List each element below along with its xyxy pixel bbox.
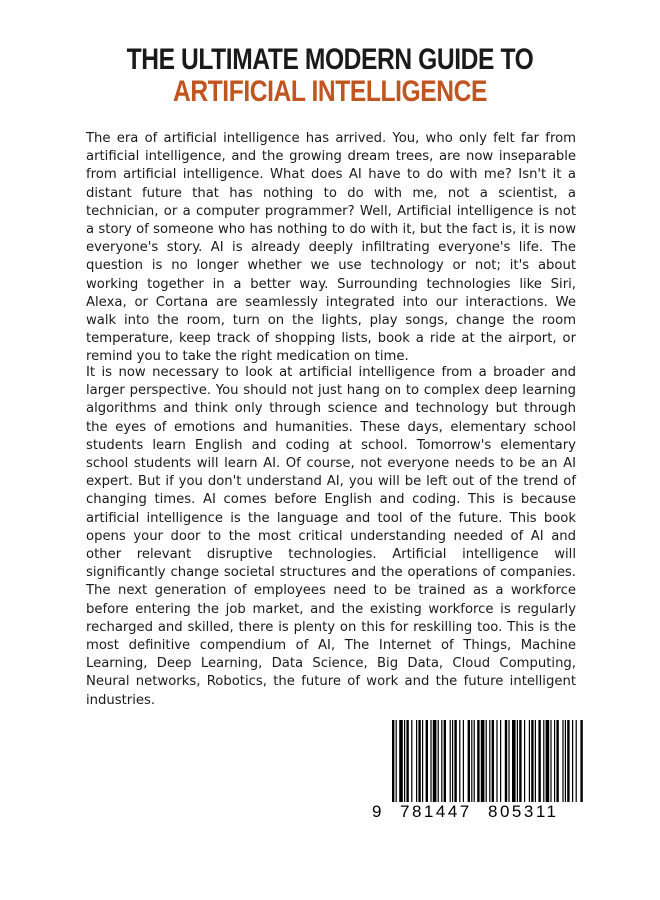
title-line-1: THE ULTIMATE MODERN GUIDE TO	[126, 43, 534, 76]
barcode-first-digit: 9	[372, 802, 384, 821]
barcode-bars	[370, 720, 585, 802]
paragraph-1: The era of artificial intelligence has arrived. You, who only felt far from artificial intelligence, and the growing dream trees, are now inseparable from artificial intelligence. What does AI have to do with me? Isn't it a distant future that has nothing to do with me, not a scientist, a technician, or a computer programmer? Well, Artificial intelligence is not a story of someone who has nothing to do with it, but the fact is, it is now everyone's story. AI is already deeply infiltrating everyone's life. The question is no longer whether we use technology or not; it's about working together in a better way. Surrounding technologies like Siri, Alexa, or Cortana are seamlessly integrated into our interactions. We walk into the room, turn on the lights, play songs, change the room temperature, keep track of shopping lists, book a ride at the airport, or remind you to take the right medication on time.	[86, 131, 576, 365]
title-block	[0, 44, 660, 108]
barcode	[370, 720, 585, 825]
title-line-2: ARTIFICIAL INTELLIGENCE	[172, 75, 488, 108]
barcode-left-group: 781447	[400, 802, 472, 821]
paragraph-2: It is now necessary to look at artificial intelligence from a broader and larger perspective. You should not just hang on to complex deep learning algorithms and think only through science and technology but through the eyes of emotions and humanities. These days, elementary school students learn English and coding at school. Tomorrow's elementary school students will learn AI. Of course, not everyone needs to be an AI expert. But if you don't understand AI, you will be left out of the trend of changing times. AI comes before English and coding. This is because artificial intelligence is the language and tool of the future. This book opens your door to the most critical understanding needed of AI and other relevant disruptive technologies. Artificial intelligence will significantly change societal structures and the operations of companies. The next generation of employees need to be trained as a workforce before entering the job market, and the existing workforce is regularly recharged and skilled, there is plenty on this for reskilling too. This is the most definitive compendium of AI, The Internet of Things, Machine Learning, Deep Learning, Data Science, Big Data, Cloud Computing, Neural networks, Robotics, the future of work and the future intelligent industries.	[86, 365, 576, 708]
barcode-right-group: 805311	[488, 802, 559, 821]
